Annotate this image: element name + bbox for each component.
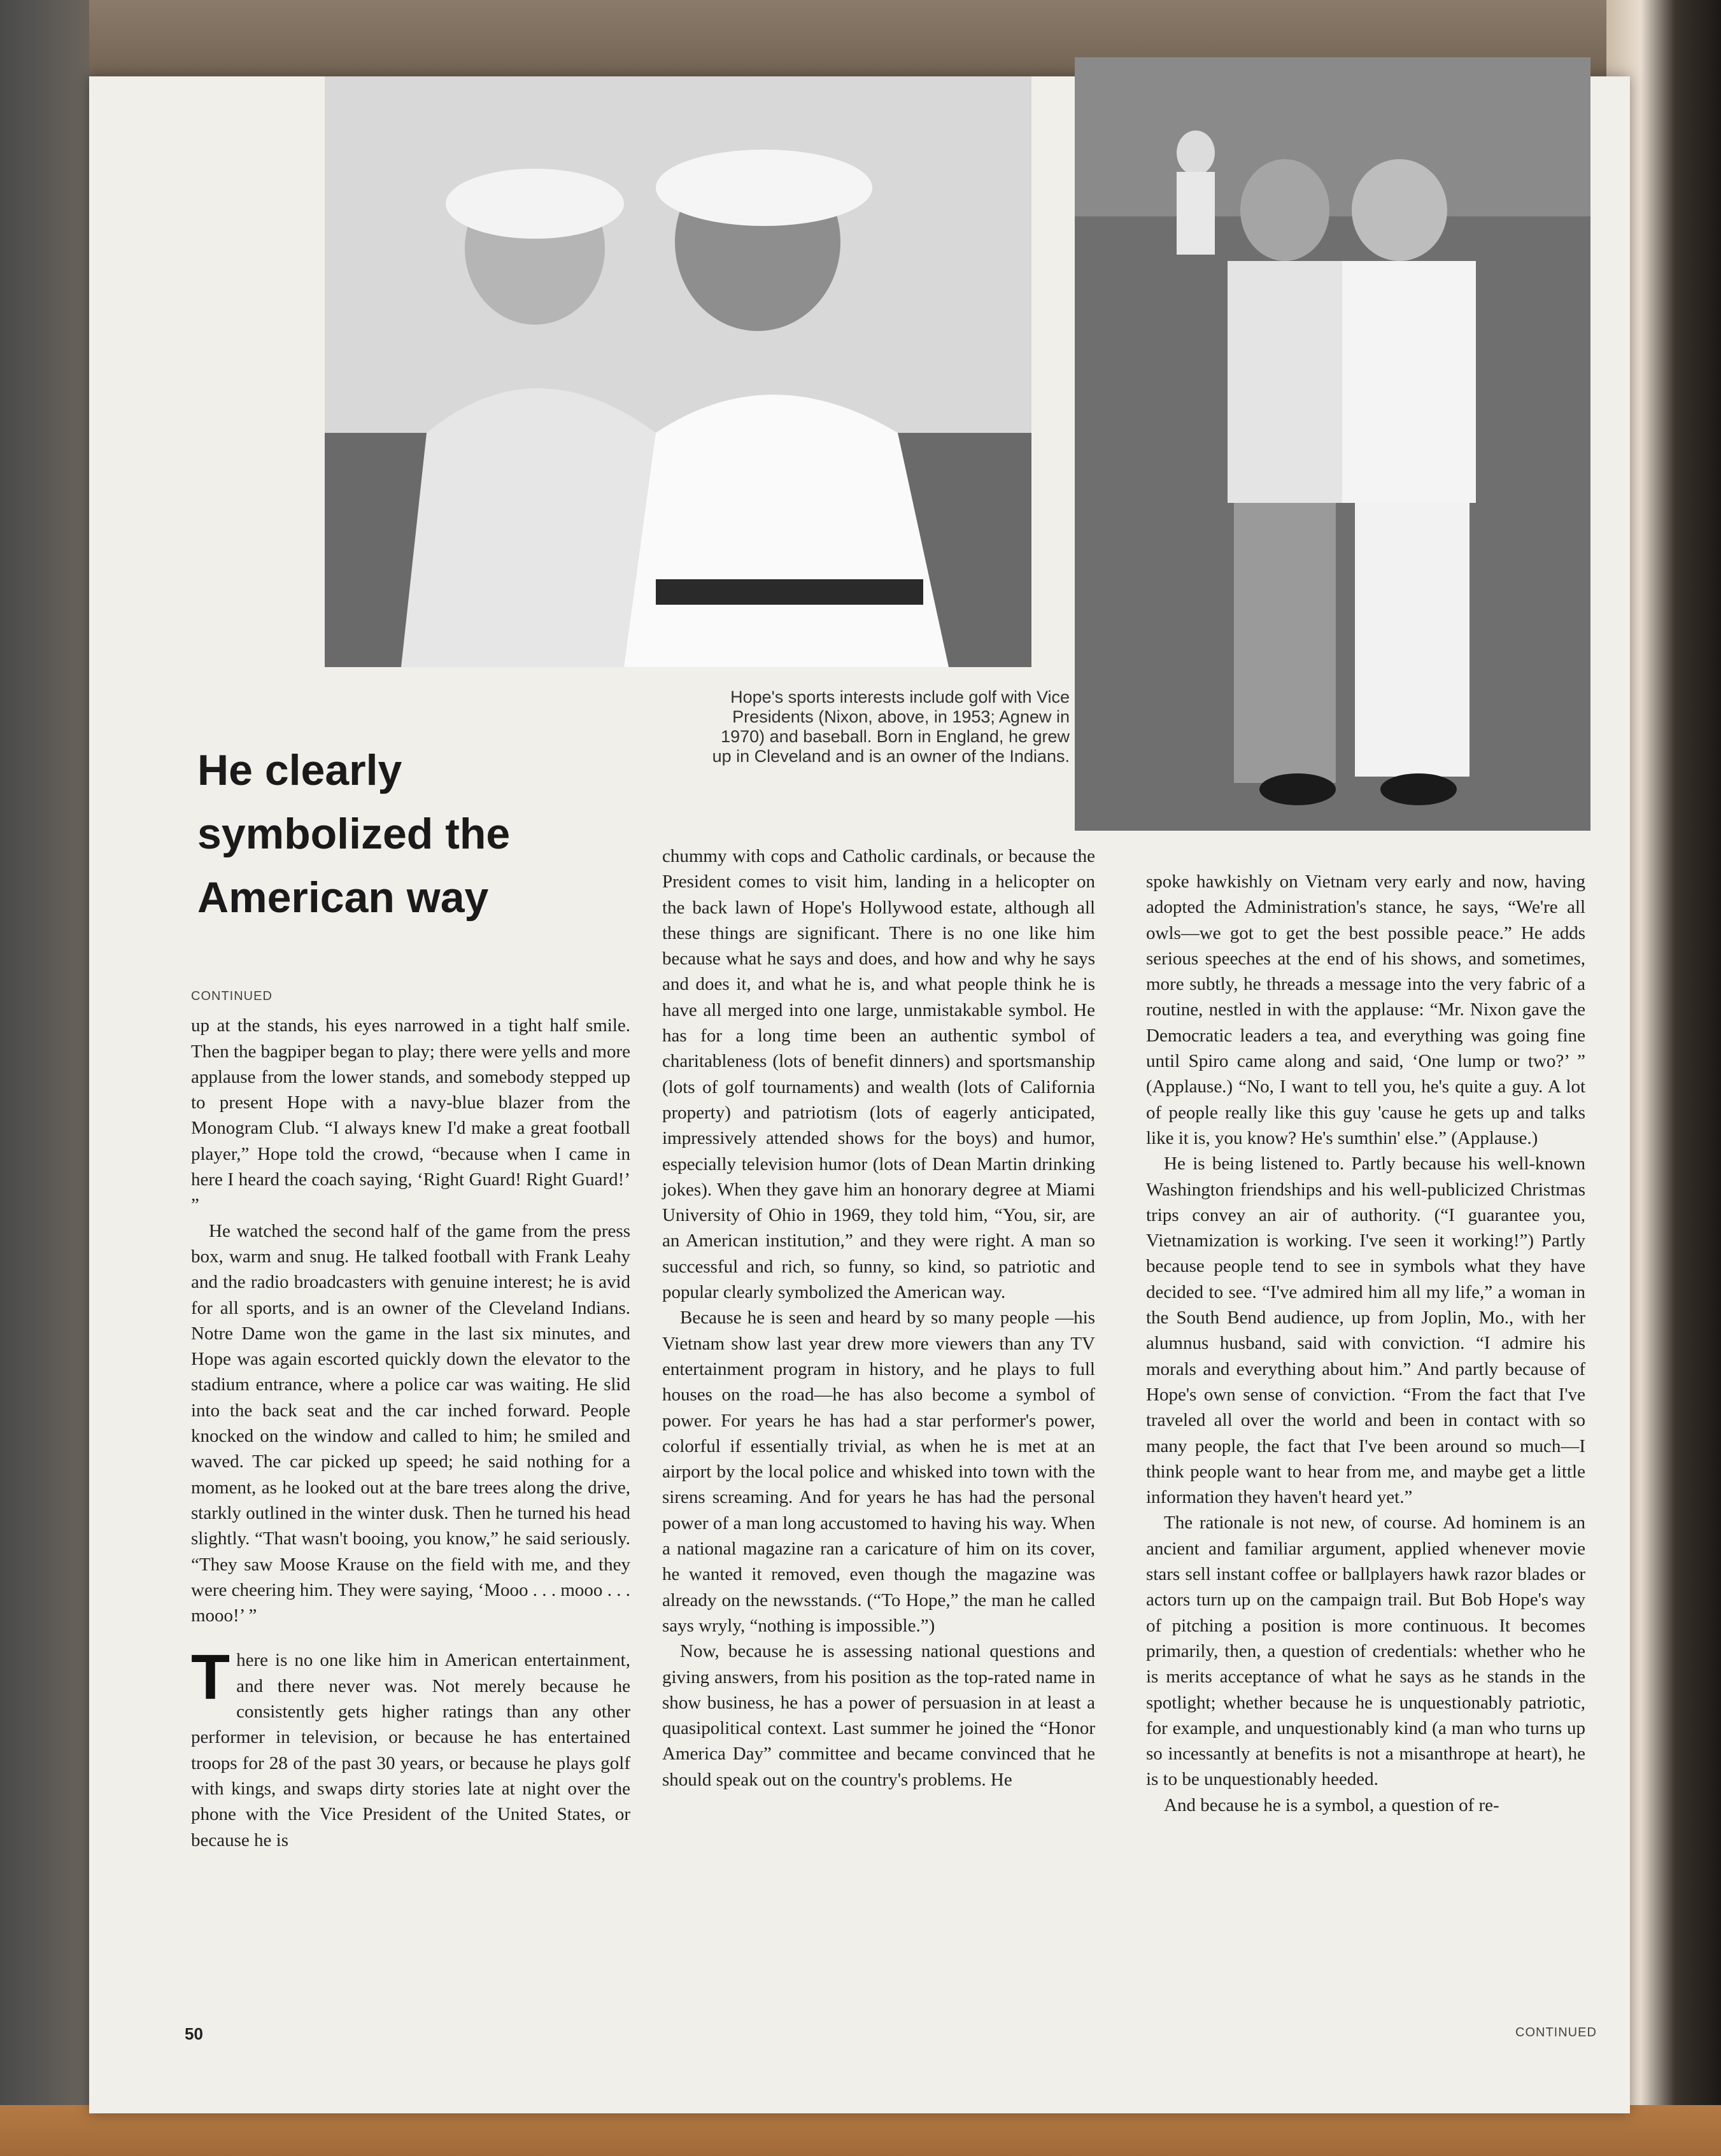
article-column-3 bbox=[1146, 869, 1585, 1818]
golfers-walking-photo-icon bbox=[1075, 57, 1590, 831]
paragraph: And because he is a symbol, a question of re- bbox=[1164, 1794, 1499, 1815]
paragraph: He watched the second half of the game from the press box, warm and snug. He talked football with Frank Leahy and the radio broadcasters with genuine interest; he is avid for all sports, and is an owner of the Cleveland Indians. Notre Dame won the game in the last six minutes, and Hope was again escorted quickly down the elevator to the stadium entrance, where a police car was waiting. He slid into the back seat and the car inched forward. People knocked on the window and called to him; he smiled and waved. The car picked up speed; he said nothing for a moment, as he looked out at the bare trees along the drive, starkly outlined in the winter dusk. Then he turned his head slightly. “That wasn't booing, you know,” he said seriously. “They saw Moose Krause on the field with me, and they were cheering him. They were saying, ‘Mooo . . . mooo . . . mooo!’ ” bbox=[191, 1220, 630, 1626]
page-number: 50 bbox=[185, 2024, 203, 2043]
paragraph: He is being listened to. Partly because his well-known Washington friendships and his well-publicized Christmas trips convey an air of authority. (“I guarantee you, Vietnamization is working. I've seen it working!”) Partly because people tend to see in symbols what they have decided to see. “I've admired him all my life,” a woman in the South Bend audience, up from Joplin, Mo., with her alumnus husband, said with conviction. “I admire his morals and everything about him.” And partly because of Hope's own sense of conviction. “From the fact that I've traveled all over the world and been in contact with so many people, the fact that I've been around so much—I think people want to hear from me, and maybe get a little information they haven't heard yet.” bbox=[1146, 1153, 1585, 1508]
magazine-page bbox=[89, 76, 1630, 2113]
continued-label-bottom: CONTINUED bbox=[1515, 2026, 1597, 2040]
golfers-photo-icon bbox=[325, 76, 1031, 667]
article-column-2 bbox=[662, 843, 1095, 1793]
paragraph: up at the stands, his eyes narrowed in a tight half smile. Then the bagpiper began to play; there were yells and more applause from the lower stands, and somebody stepped up to present Hope with a navy-blue blazer from the Monogram Club. “I always knew I'd make a great football player,” Hope told the crowd, “because when I came in here I heard the coach saying, ‘Right Guard! Right Guard!’ ” bbox=[191, 1015, 630, 1216]
paragraph: Now, because he is assessing national questions and giving answers, from his position as the top-rated name in show business, he has a power of persuasion in at least a quasipolitical context. Last summer he joined the “Honor America Day” committee and became convinced that he should speak out on the country's problems. He bbox=[662, 1641, 1095, 1790]
article-column-1 bbox=[191, 983, 630, 1853]
article-headline: He clearly symbolized the American way bbox=[197, 746, 511, 922]
paragraph: The rationale is not new, of course. Ad hominem is an ancient and familiar argument, applied whenever movie stars sell instant coffee or ballplayers hawk razor blades or actors turn up on the campaign trail. But Bob Hope's way of pitching a position is more continuous. It becomes primarily, then, a question of credentials: whether who he is merits acceptance of what he says as he stands in the spotlight; whether because he is unquestionably patriotic, for example, and unquestionably kind (a man who turns up so incessantly at benefits is not a misanthrope at heart), he is to be unquestionably heeded. bbox=[1146, 1512, 1585, 1790]
photo-caption: Hope's sports interests include golf with Vice Presidents (Nixon, above, in 1953; Agnew in 1970) and baseball. Born in England, he grew up in Cleveland and is an owner of the Indians. bbox=[712, 687, 1070, 766]
drop-cap: T bbox=[191, 1642, 230, 1714]
background-left bbox=[0, 0, 89, 2156]
paragraph: spoke hawkishly on Vietnam very early and now, having adopted the Administration's stance, he says, “We're all owls—we got to get the best possible peace.” He adds serious speeches at the end of his shows, and sometimes, more subtly, he threads a message into the very fabric of a routine, nestled in with the applause: “Mr. Nixon gave the Democratic leaders a tea, and everything was going fine until Spiro came along and said, ‘One lump or two?’ ” (Applause.) “No, I want to tell you, he's quite a guy. A lot of people really like this guy 'cause he gets up and talks like it is, you know? He's sumthin' else.” (Applause.) bbox=[1146, 871, 1585, 1148]
continued-label: CONTINUED bbox=[191, 989, 273, 1003]
dropcap-paragraph bbox=[191, 1642, 630, 1852]
paragraph: chummy with cops and Catholic cardinals, or because the President comes to visit him, landing in a helicopter on the back lawn of Hope's Hollywood estate, although all these things are significant. There is no one like him because what he says and does, and how and why he says and does it, and what he is, and what people think he is have all merged into one large, unmistakable symbol. He has for a long time been an authentic symbol of charitableness (lots of benefit dinners) and sportsmanship (lots of golf tournaments) and wealth (lots of California property) and patriotism (lots of eagerly anticipated, impressively attended shows for the boys) and humor, especially television humor (lots of Dean Martin drinking jokes). When they gave him an honorary degree at Miami University of Ohio in 1969, they told him, “You, sir, are an American institution,” and they were right. A man so successful and rich, so funny, so kind, so patriotic and popular clearly symbolized the American way. bbox=[662, 846, 1095, 1303]
paragraph-text: here is no one like him in American entertainment, and there never was. Not merely because he consistently gets higher ratings than any other performer in television, or because he has entertained troops for 28 of the past 30 years, or because he plays golf with kings, and swaps dirty stories late at night over the phone with the Vice President of the United States, or because he is bbox=[191, 1650, 630, 1850]
paragraph: Because he is seen and heard by so many people —his Vietnam show last year drew more viewers than any TV entertainment program in history, and he plays to full houses on the road—he has also become a symbol of power. For years he has had a star performer's power, colorful if essentially trivial, as when he is met at an airport by the local police and whisked into town with the sirens screaming. And for years he has had the personal power of a man long accustomed to having his way. When a national magazine ran a caricature of him on its cover, he wanted it removed, even though the magazine was already on the newsstands. (“To Hope,” the man he called says wryly, “nothing is impossible.”) bbox=[662, 1307, 1095, 1636]
